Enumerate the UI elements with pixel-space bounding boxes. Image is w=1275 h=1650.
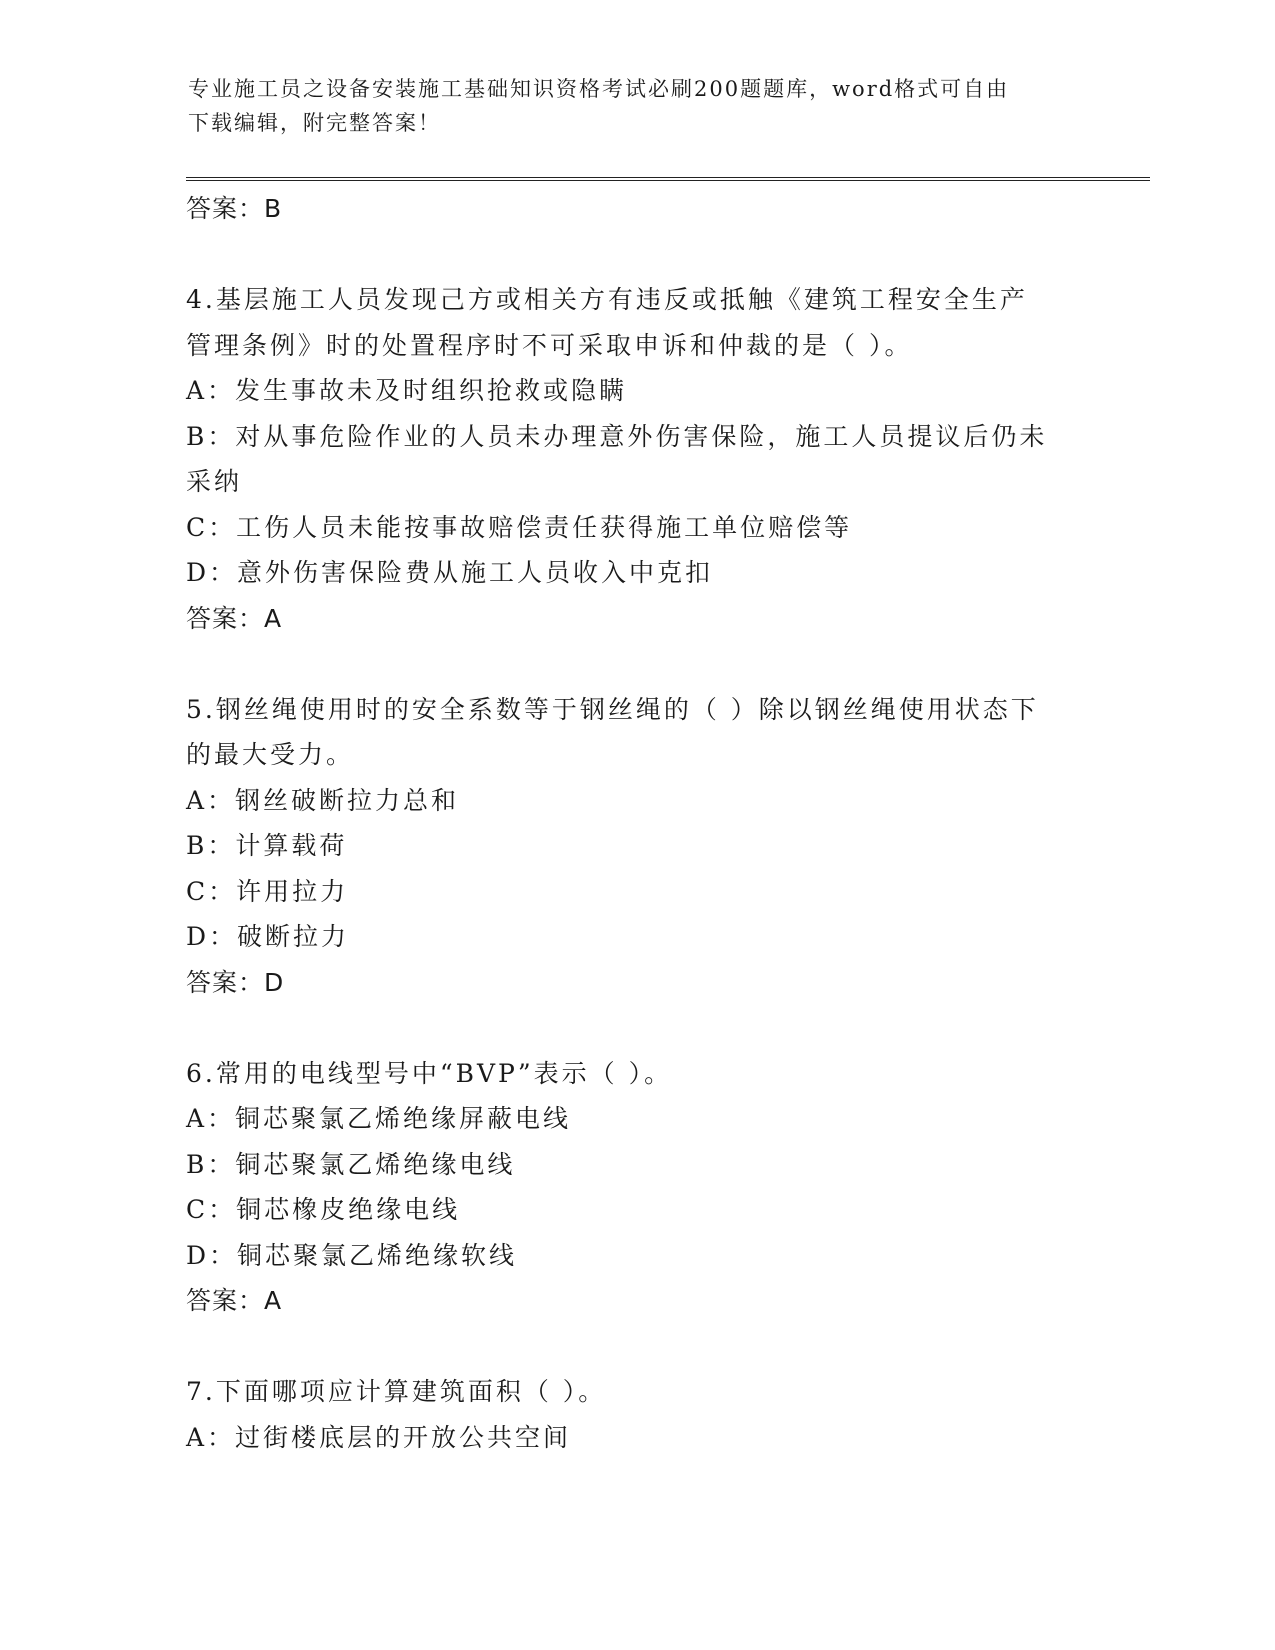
option-c: C：许用拉力 — [186, 876, 349, 906]
question-4 — [186, 277, 1086, 641]
header-line-2: 下载编辑，附完整答案！ — [188, 111, 441, 135]
header-line-1: 专业施工员之设备安装施工基础知识资格考试必刷200题题库，word格式可自由 — [188, 77, 1010, 101]
question-5 — [186, 687, 1086, 1006]
option-b: B：对从事危险作业的人员未办理意外伤害保险，施工人员提议后仍未 — [186, 421, 1048, 451]
option-b: B：铜芯聚氯乙烯绝缘电线 — [186, 1149, 516, 1179]
option-a: A：铜芯聚氯乙烯绝缘屏蔽电线 — [186, 1104, 572, 1133]
spacer — [186, 1324, 1086, 1370]
option-b-cont: 采纳 — [186, 467, 243, 496]
option-d: D：破断拉力 — [186, 922, 350, 951]
option-b: B：计算载荷 — [186, 831, 348, 860]
spacer — [186, 1005, 1086, 1051]
option-a: A：发生事故未及时组织抢救或隐瞒 — [186, 376, 628, 405]
option-c: C：工伤人员未能按事故赔偿责任获得施工单位赔偿等 — [186, 512, 853, 542]
answer: 答案：A — [186, 603, 283, 633]
option-a: A：钢丝破断拉力总和 — [186, 785, 460, 815]
question-stem: 6.常用的电线型号中“BVP”表示（ ）。 — [186, 1058, 673, 1088]
spacer — [186, 641, 1086, 687]
question-stem: 7.下面哪项应计算建筑面积（ ）。 — [186, 1377, 607, 1406]
spacer — [186, 232, 1086, 278]
answer-q3: 答案：B — [186, 194, 283, 223]
question-stem: 4.基层施工人员发现己方或相关方有违反或抵触《建筑工程安全生产 — [186, 285, 1028, 314]
question-7 — [186, 1369, 1086, 1460]
option-c: C：铜芯橡皮绝缘电线 — [186, 1195, 461, 1224]
option-d: D：意外伤害保险费从施工人员收入中克扣 — [186, 558, 714, 587]
option-a: A：过街楼底层的开放公共空间 — [186, 1422, 572, 1452]
answer: 答案：A — [186, 1286, 283, 1315]
question-content — [186, 186, 1086, 1460]
answer: 答案：D — [186, 967, 285, 997]
question-stem-cont: 管理条例》时的处置程序时不可采取申诉和仲裁的是（ ）。 — [186, 330, 913, 360]
question-stem: 5.钢丝绳使用时的安全系数等于钢丝绳的（ ）除以钢丝绳使用状态下 — [186, 694, 1039, 724]
header-divider — [186, 177, 1150, 181]
option-d: D：铜芯聚氯乙烯绝缘软线 — [186, 1240, 518, 1270]
question-6 — [186, 1051, 1086, 1324]
question-stem-cont: 的最大受力。 — [186, 740, 355, 769]
page-header — [188, 72, 1068, 140]
